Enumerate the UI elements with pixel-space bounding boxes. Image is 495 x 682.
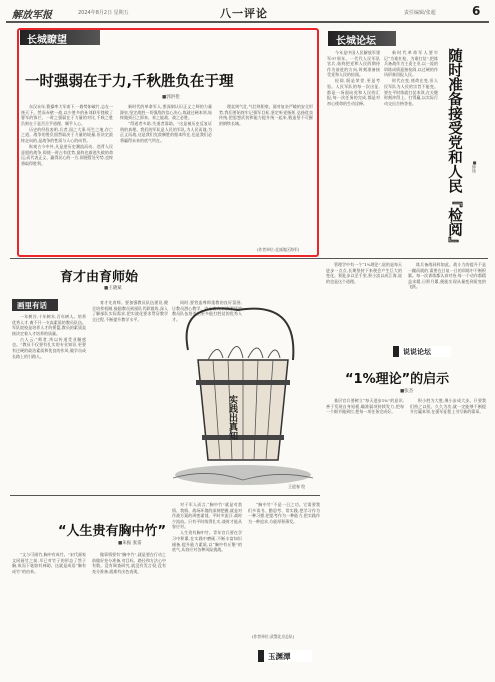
side-column-label: 长城论坛 [336,36,376,47]
bottom-paragraph: 做事情要有“胸中竹”,就是要在行动之前做好充分准备,对目标、路径和方法心中有数。没有调查研究,就没有发言权;没有充分准备,就难有出色表现。 [92,552,166,574]
bottom-col-1 [12,552,86,677]
cartoon-inscription: 实践出真知 [227,395,237,440]
teacher-column-tag [12,299,58,311]
bottom-column-label: 玉渊潭 [268,652,291,661]
bottom-paragraph: 人生贵有胸中竹。青年官兵要在学习中积累,在实践中磨砺,不断丰富知识储备,提升能力素质,以“胸中有丘壑”的底气,从容应对各种风险挑战。 [172,530,242,553]
teacher-col-1 [12,314,86,474]
side-byline: ■钟炜 [472,160,477,173]
bottom-paragraph: “文与可画竹,胸中有成竹。”宋代画家文同画竹之前,早已对竹子的形态了然于胸,故而下笔如有神助。这就是成语“胸有成竹”的由来。 [12,552,86,574]
side-title [444,48,466,258]
bottom-paragraph: 对于军人而言,“胸中竹”就是对敌情、我情、战场环境的深刻把握,就是对作战方案的周密谋划。平时多流汗,战时少流血。只有平时练得扎实,战时才能从容应对。 [172,502,242,530]
teacher-paragraph: 古人云:“师者,所以传道受业解惑也。”教员不仅要有扎实的专业知识,更要有过硬的政治素质和优良的作风,做学员成长路上的引路人。 [12,336,86,359]
masthead [6,4,489,20]
bottom-source-note: (作者单位:武警北京总队) [252,634,295,639]
lead-paragraph: 纵观古今中外,凡是逆历史潮流而动、违背人民意愿的战争,即使一时占有优势,最终也难逃失败的命运;而代表正义、赢得民心的一方,即便暂处劣势,也终将取得胜利。 [21,144,113,166]
seed-column-label: 说说论坛 [403,348,431,356]
side-paragraph: 今年是中国人民解放军建军97周年。一代代人民军队官兵,始终把党和人民的期待作为前进的方向,时刻准备接受党和人民的检阅。 [327,50,380,78]
bottom-col-2 [92,552,166,677]
bottom-divider [10,495,320,496]
lead-paragraph: “得道者多助,失道者寡助。”这是被历史反复证明的真理。我们的军队是人民的军队,为人民而战,为正义而战,这是我们克敌制胜的根本所在,也是我们必将赢得未来的底气所在。 [120,121,212,144]
bucket-drawing [168,300,318,492]
lead-title: 一时强弱在于力,千秋胜负在于理 [25,74,234,90]
seed-paragraph: 积小胜为大胜,聚小步成大步。只要我们持之以恒、久久为功,就一定能够不断提升打赢本领,在强军征程上书写新的篇章。 [410,398,486,415]
lead-paragraph: 新时代的革命军人,要深刻认识正义之师的力量源泉,坚定战胜一切强敌的信心决心,练就过硬本领,始终做到召之即来、来之能战、战之必胜。 [120,104,212,121]
lead-paragraph: 历史的经验表明,兵者,国之大事,死生之地,存亡之道。战争的胜负固然取决于力量的较量,但决定最终走向的,是战争的性质与人心的向背。 [21,126,113,144]
bottom-column-tag [258,650,312,662]
bottom-col-4 [248,502,320,632]
seed-byline: ■张杰 [400,389,414,394]
cartoon-author: 王迎春 绘 [288,484,306,489]
seed-title: “1%理论”的启示 [345,372,450,387]
teacher-column-label: 画里有话 [17,301,47,310]
side-col-1 [327,50,380,255]
side-paragraph: 新时代革命军人要牢记“为谁扛枪、为谁打仗”,把练兵备战作为主责主业,以一流的训练成绩迎接检阅,以过硬的作风形象回报人民。 [384,50,438,78]
teacher-paragraph: 同时,要营造尊师重教的良好氛围,让教员潜心教学、安心育人,以高素质的教员队伍培养出更多能打胜仗的优秀人才。 [172,300,242,322]
teacher-paragraph: 一年树谷,十年树木,百年树人。培养优秀人才,离不开一支高素质的教员队伍。军队院校是培养人才的摇篮,教员的素质直接决定着人才培养的质量。 [12,314,86,336]
teacher-col-2 [92,300,168,474]
paper-name: 解放军报 [12,10,52,21]
teacher-byline: ■王晓斌 [104,286,122,291]
side-col-2 [384,50,438,255]
highlight-frame [17,28,319,257]
lead-paragraph: 东汉末年,曹操率大军南下,一路势如破竹,志在一统天下。然而赤壁一战,以少胜多的孙刘联军挫败了曹军的锋芒。一时之强弱在于力量的对比,千秋之胜负则在于是否合乎道理、顺乎人心。 [21,104,113,126]
teacher-title: 育才由育师始 [60,270,139,285]
lead-byline: ■郭洪伦 [162,95,180,100]
seed-paragraph: 管理学中有一个“1%理论”,说的是每天进步一点点,长期坚持下来便会产生巨大的变化。积跬步以至千里,积小流以成江海,说的也是这个道理。 [326,262,402,284]
seed-col-1 [326,262,402,332]
bottom-paragraph: “胸中竹”不是一日之功。它需要我们多读书、勤思考、常实践,把学习作为一种习惯,把思考作为一种能力,把实践作为一种追求,方能厚积薄发。 [248,502,320,524]
side-column-tag [328,31,396,46]
seed-paragraph: 练兵备战同样如此。战斗力的提升不是一蹴而就的,需要在日复一日的训练中不断积累。每一次训练都认真对待,每一个动作都精益求精,日积月累,便能实现从量变到质变的飞跃。 [408,262,486,290]
lead-column-label: 长城瞭望 [27,35,67,46]
side-paragraph: 时代在变,使命在变,但人民军队为人民的宗旨不能变。要在平时练就打仗本领,在关键时刻冲得上、打得赢,以实际行动交出合格答卷。 [384,78,438,106]
bottom-col-3 [172,502,242,677]
seed-column-tag [393,346,451,357]
seed-col-2 [408,262,486,332]
seed-col-4 [410,398,486,674]
bottom-title: “人生贵有胸中竹” [58,524,167,539]
issue-date: 2024年8月2日 星期五 [78,10,129,16]
lead-source-note: (作者单位:北部战区海军) [257,247,300,252]
bottom-byline: ■朱振 张雷 [118,541,142,546]
cartoon-illustration [168,300,318,492]
page-number: 6 [472,4,481,18]
section-divider [10,258,488,259]
seed-col-3 [326,398,404,674]
section-title: 八一评论 [220,7,268,20]
lead-paragraph: 理直则气壮,气壮则胆豪。面对复杂严峻的安全形势,我们要始终牢记强军目标,坚定听党指挥,弘扬优良传统,把思想武装和能力提升统一起来,锻造坚不可摧的钢铁长城。 [219,104,313,126]
masthead-rule [6,21,489,23]
teacher-paragraph: 育才先育师。要加强教员队伍建设,健全培养机制,鼓励教员到部队代职锻炼,深入了解部队实际需求,把实战化要求贯穿教学全过程,不断提升教学水平。 [92,300,168,322]
side-title-text: 随时准备接受党和人民『检阅』 [446,48,462,251]
page-editor: 责任编辑/张超 [404,10,436,16]
side-paragraph: 检阅,既是荣誉,更是考验。人民军队的每一次出征,都是一场面向党和人民的汇报;每一次任务的完成,都是对初心使命的生动诠释。 [327,78,380,106]
seed-paragraph: 基层官兵要树立“每天进步1%”的意识,善于发现自身短板,瞄准弱项持续发力,把每一个细节做到位,把每一项任务完成好。 [326,398,404,415]
